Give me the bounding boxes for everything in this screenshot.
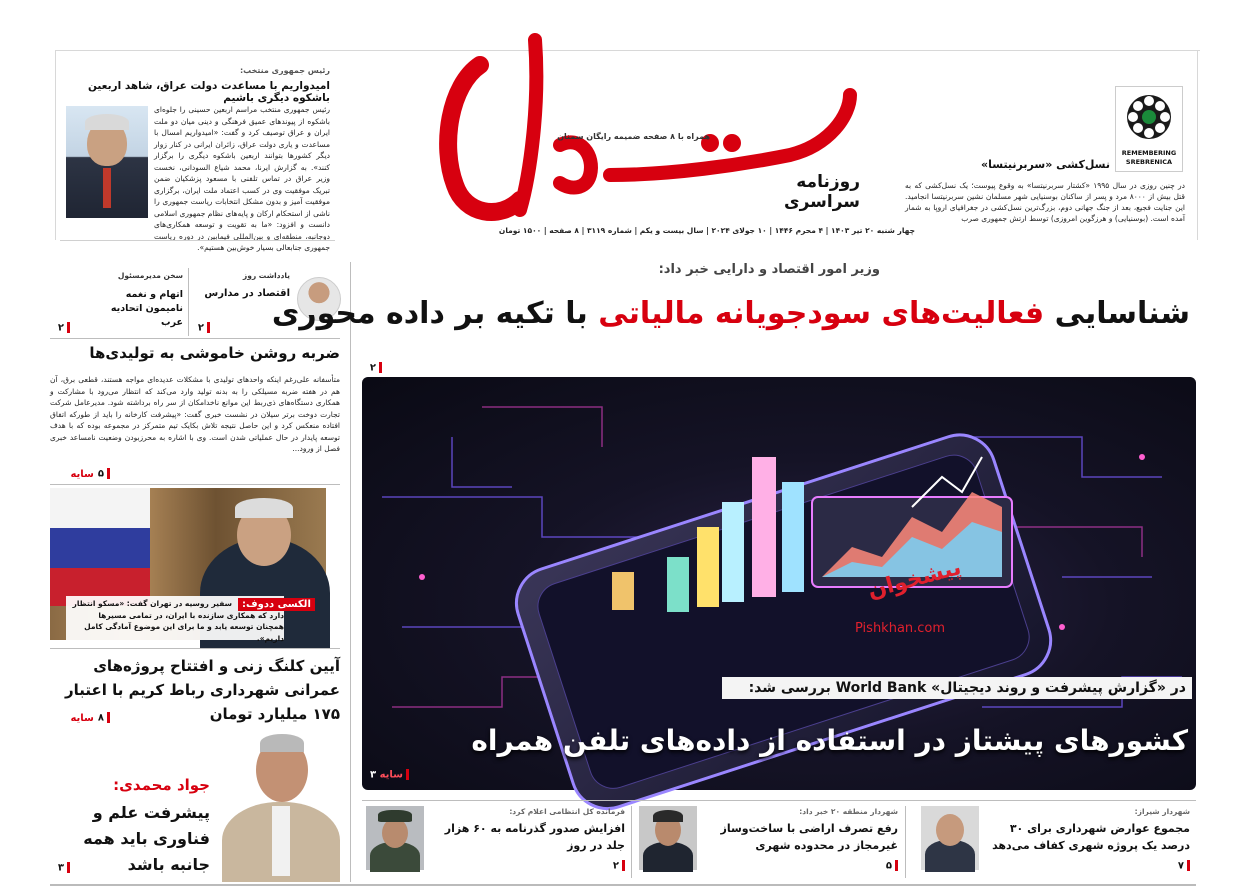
top-left-kicker: رئیس جمهوری منتخب: [239,66,330,75]
image-headline: کشورهای پیشتاز در استفاده از داده‌های تلفن همراه [471,724,1188,757]
dateline: چهار شنبه ۲۰ تیر ۱۴۰۳ | ۴ محرم ۱۴۴۶ | ۱۰ جولای ۲۰۲۴ | سال بیست و یکم | شماره ۳۱۱۹ | ۸ صفحه | ۱۵۰۰ تومان [498,226,915,235]
main-kicker: وزیر امور اقتصاد و دارایی خبر داد: [658,262,880,277]
russia-flag [50,488,150,606]
bottom1-kicker: شهردار شیراز: [1134,807,1190,816]
story1-page-number: ۵ [97,468,104,480]
flower-icon [1116,87,1182,147]
bottom2-title: رفع تصرف اراضی با ساخت‌وساز غیرمجاز در محدوده شهری [720,822,898,852]
srebrenica-logo-label: REMEMBERING SREBRENICA [1121,149,1177,166]
story1-body: متأسفانه علی‌رغم اینکه واحدهای تولیدی با مشکلات عدیده‌ای مواجه هستند، قطعی برق، آن هم در هفته ضربه مسیلکی را به بدنه تولید وارد می‌کند که انتظار می‌رود با مشارکت و همکاری دستگاه‌های ذی‌ربط این موانع ناخدامکان از سر راه برداشته شود. مدیرعامل شرکت تجارت دوخت برتر سیلان در نشست خبری گفت: «پیشرفت کارخانه را باید از طورکه اتفاق افتاده منعکس کرد و این حاصل نتیجه تلاش بکایک تیم متمرکز در مجموعه بوده که با هدف توسعه پایدار در حال عملیاتی شدن است. وی با اشاره به محرزبودن وضعیت نامساعد خبری فصل از ورود... [50,375,340,453]
story3-title: پیشرفت علم و فناوری باید همه جانبه باشد [83,803,210,874]
main-headline-red: فعالیت‌های سودجویانه مالیاتی [598,296,1045,331]
main-headline [271,294,1190,334]
spokesman-page [50,322,70,334]
bottom3-page-number: ۲ [612,860,619,872]
bottom1-title: مجموع عوارض شهرداری برای ۳۰ درصد یک پروژه شهری کفاف می‌دهد [992,822,1190,852]
srebrenica-body: در چنین روزی در سال ۱۹۹۵ «کشتار سربرنیتسا» به وقوع پیوست؛ یک نسل‌کشی که به قتل بیش از ۸۰۰۰ مرد و پسر از ساکنان بوسنیایی شهر مسلمان نشین سربرنیتسا انجامید. این جنایت فجیع، بعد از جنگ جهانی دوم، بزرگ‌ترین نسل‌کشی در جغرافیای اروپا به شمار آمده است. (بوسنیایی) و هرزگوین امروزی) توسط ارتش جمهوری صرب [905,181,1185,223]
main-image [362,377,1196,790]
main-headline-page [362,362,382,374]
story1-title: ضربه روشن خاموشی به تولیدی‌ها [89,344,340,362]
story3-page-number: ۳ [57,862,64,874]
photo-caption: سفیر روسیه در تهران گفت: «مسکو انتظار دارد که همکاری سازنده با ایران، در تمامی مسیرها همچنان توسعه یابد و ما برای این موضوع آمادگی کامل داریم». [72,599,284,643]
bottom1-photo [921,806,979,870]
image-page: سایه ۳ [370,769,430,781]
bottom3-page [430,860,625,872]
srebrenica-logo [1115,86,1183,172]
newspaper-subtitle: روزنامه سراسری [784,172,860,212]
image-page-number: ۳ [370,769,377,781]
spokesman-page-number: ۲ [57,322,64,334]
story2-page-number: ۸ [97,712,104,724]
photo-caption-badge: الکسی ددوف: [238,598,315,611]
story3-kicker: جواد محمدی: [113,776,210,794]
bottom2-kicker: شهردار منطقه ۲۰ خبر داد: [799,807,898,816]
main-headline-part2: با تکیه بر داده محوری [271,296,599,331]
bottom1-page-number: ۷ [1177,860,1184,872]
bottom3-title: افزایش صدور گذرنامه به ۶۰ هزار جلد در روز [444,822,625,852]
bottom1-page [985,860,1190,872]
bottom2-photo [639,806,697,870]
story1-page: ۵سایه [50,468,110,480]
srebrenica-headline: نسل‌کشی «سربرنیتسا» [981,158,1110,171]
spokesman-kicker: سخن مدیرمسئول [117,271,183,280]
editorial-page [190,322,210,334]
bottom2-page-number: ۵ [885,860,892,872]
main-headline-page-number: ۲ [369,362,376,374]
supplement-note: همراه با ۸ صفحه ضمیمه رایگان سمنان [557,132,710,141]
top-left-headline: امیدواریم با مساعدت دولت عراق، شاهد اربعین باشکوه دیگری باشیم [87,80,330,104]
mohammadi-photo [214,728,344,880]
watermark-en: Pishkhan.com [855,621,946,636]
masthead [0,0,1250,250]
story3-page [50,862,70,874]
main-headline-part1: شناسایی [1044,296,1190,331]
story2-title: آیین کلنگ زنی و افتتاح پروژه‌های عمرانی شهرداری رباط کریم با اعتبار ۱۷۵ میلیارد تومان [65,657,340,723]
editorial-page-number: ۲ [197,322,204,334]
bottom2-page [703,860,898,872]
bottom3-photo [366,806,424,870]
top-left-body: رئیس جمهوری منتخب مراسم اربعین حسینی را جلوه‌ای باشکوه از پیوندهای عمیق فرهنگی و دینی میان دو ملت ایران و عراق توصیف کرد و گفت: «امیدواریم امسال با مساعدت و یاری دولت عراق، زائران ایرانی در کنار زوار دیگر کشورها بتوانند اربعین باشکوه دیگری را برگزار کنند». به گزارش ایرنا، محمد شیاع السودانی، نخست وزیر عراق در تماس تلفنی با مسعود پزشکیان ضمن تبریک موفقیت وی در کسب اعتماد ملت ایران، برگزاری موفقیت آمیز و بدون مشکل انتخابات ریاست جمهوری را ناشی از استحکام ارکان و پایه‌های نظام جمهوری اسلامی دانست و افزود: «ما به تقویت و توسعه همکاری‌های دوجانبه، منطقه‌ای و بین‌المللی فیمابین در دوره ریاست جمهوری جنابعالی بسیار خوش‌بین هستیم». [154,105,330,252]
image-overline: در «گزارش پیشرفت و روند دیجیتال» World Bank بررسی شد: [722,677,1192,699]
story2-page: ۸سایه [50,712,110,724]
spokesman-title: اتهام و نغمه نامیمون اتحادیه عرب [110,289,183,328]
watermark-fa: پیشخوان [865,555,964,604]
editorial-kicker: یادداشت روز [242,271,290,280]
editorial-title: اقتصاد در مدارس [204,288,290,299]
bottom3-kicker: فرمانده کل انتظامی اعلام کرد: [509,807,625,816]
